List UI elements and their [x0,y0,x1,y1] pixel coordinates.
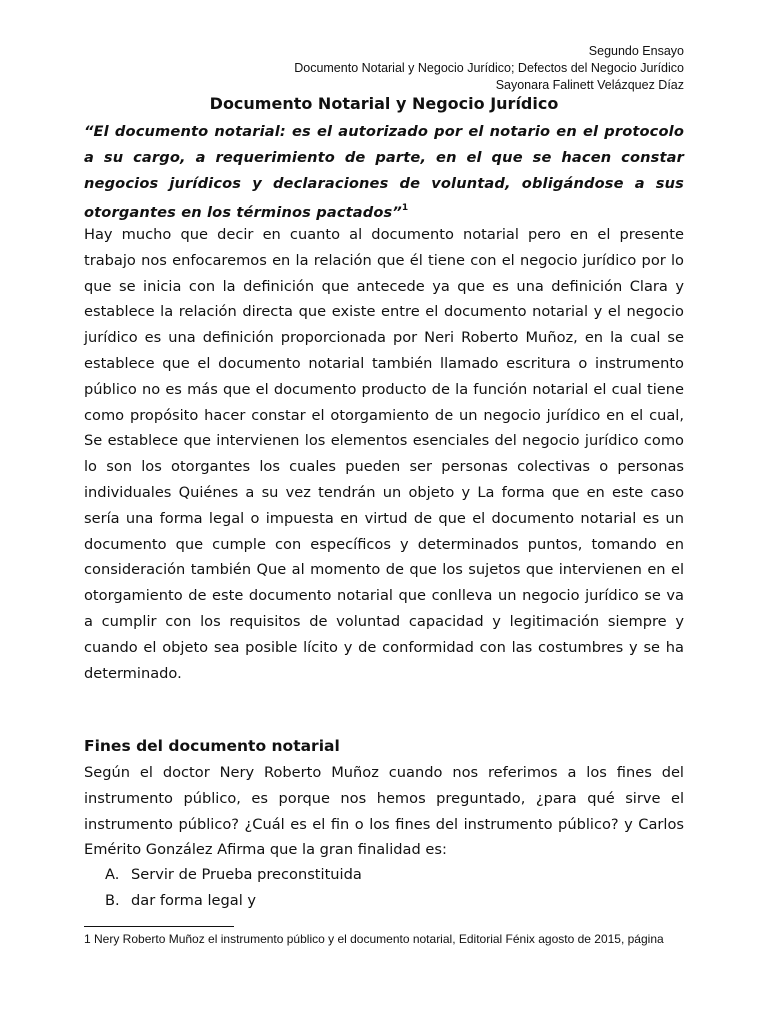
section-heading: Fines del documento notarial [84,737,340,755]
list-item-text: dar forma legal y [131,891,257,909]
footnote-separator [84,926,234,927]
document-title: Documento Notarial y Negocio Jurídico [209,94,559,113]
body-paragraph-1: Hay mucho que decir en cuanto al documento notarial pero en el presente trabajo nos enfocaremos en la relación que él tiene con el negocio jurídico por lo que se inicia con la definición que antecede ya que es una definición Clara y establece la relación directa que existe entre el documento notarial y el negocio jurídico es una definición proporcionada por Neri Roberto Muñoz, en la cual se establece que el documento notarial también llamado escritura o instrumento público no es más que el documento producto de la función notarial el cual tiene como propósito hacer constar el otorgamiento de un negocio jurídico en el cual, Se establece que intervienen los elementos esenciales del negocio jurídico como lo son los otorgantes los cuales pueden ser personas colectivas o personas individuales Quiénes a su vez tendrán un objeto y La forma que en este caso sería una forma legal o impuesta en virtud de que el documento notarial es un documento que cumple con específicos y determinados puntos, tomando en consideración también Que al momento de que los sujetos que intervienen en el otorgamiento de este documento notarial que conlleva un negocio jurídico se va a cumplir con los requisitos de voluntad capacidad y legitimación siempre y cuando el objeto sea posible lícito y de conformidad con las costumbres y se ha determinado. [84,226,684,682]
page-header [294,43,684,94]
header-line-author: Sayonara Falinett Velázquez Díaz [495,78,684,92]
body-paragraph-2: Según el doctor Nery Roberto Muñoz cuando nos referimos a los fines del instrumento público, es porque nos hemos preguntado, ¿para qué sirve el instrumento público? ¿Cuál es el fin o los fines del instrumento público? y Carlos Emérito González Afirma que la gran finalidad es: [84,764,684,859]
footnote-text: 1 Nery Roberto Muñoz el instrumento público y el documento notarial, Editorial Fénix agosto de 2015, página [84,932,664,946]
definition-quote [84,119,684,226]
header-line-essay: Segundo Ensayo [588,44,684,58]
list-item [84,888,684,914]
header-line-subject: Documento Notarial y Negocio Jurídico; Defectos del Negocio Jurídico [294,61,684,75]
list-item-text: Servir de Prueba preconstituida [131,866,362,883]
list-item [84,862,684,888]
list-marker: A. [105,866,120,883]
quote-text: “El documento notarial: es el autorizado por el notario en el protocolo a su cargo, a requerimiento de parte, en el que se hacen constar negocios jurídicos y declaraciones de voluntad, obligándose a sus otorgantes en los términos pactados” [84,123,684,222]
purposes-list [84,862,684,914]
list-marker: B. [105,891,120,909]
footnote-reference[interactable]: 1 [401,203,409,214]
